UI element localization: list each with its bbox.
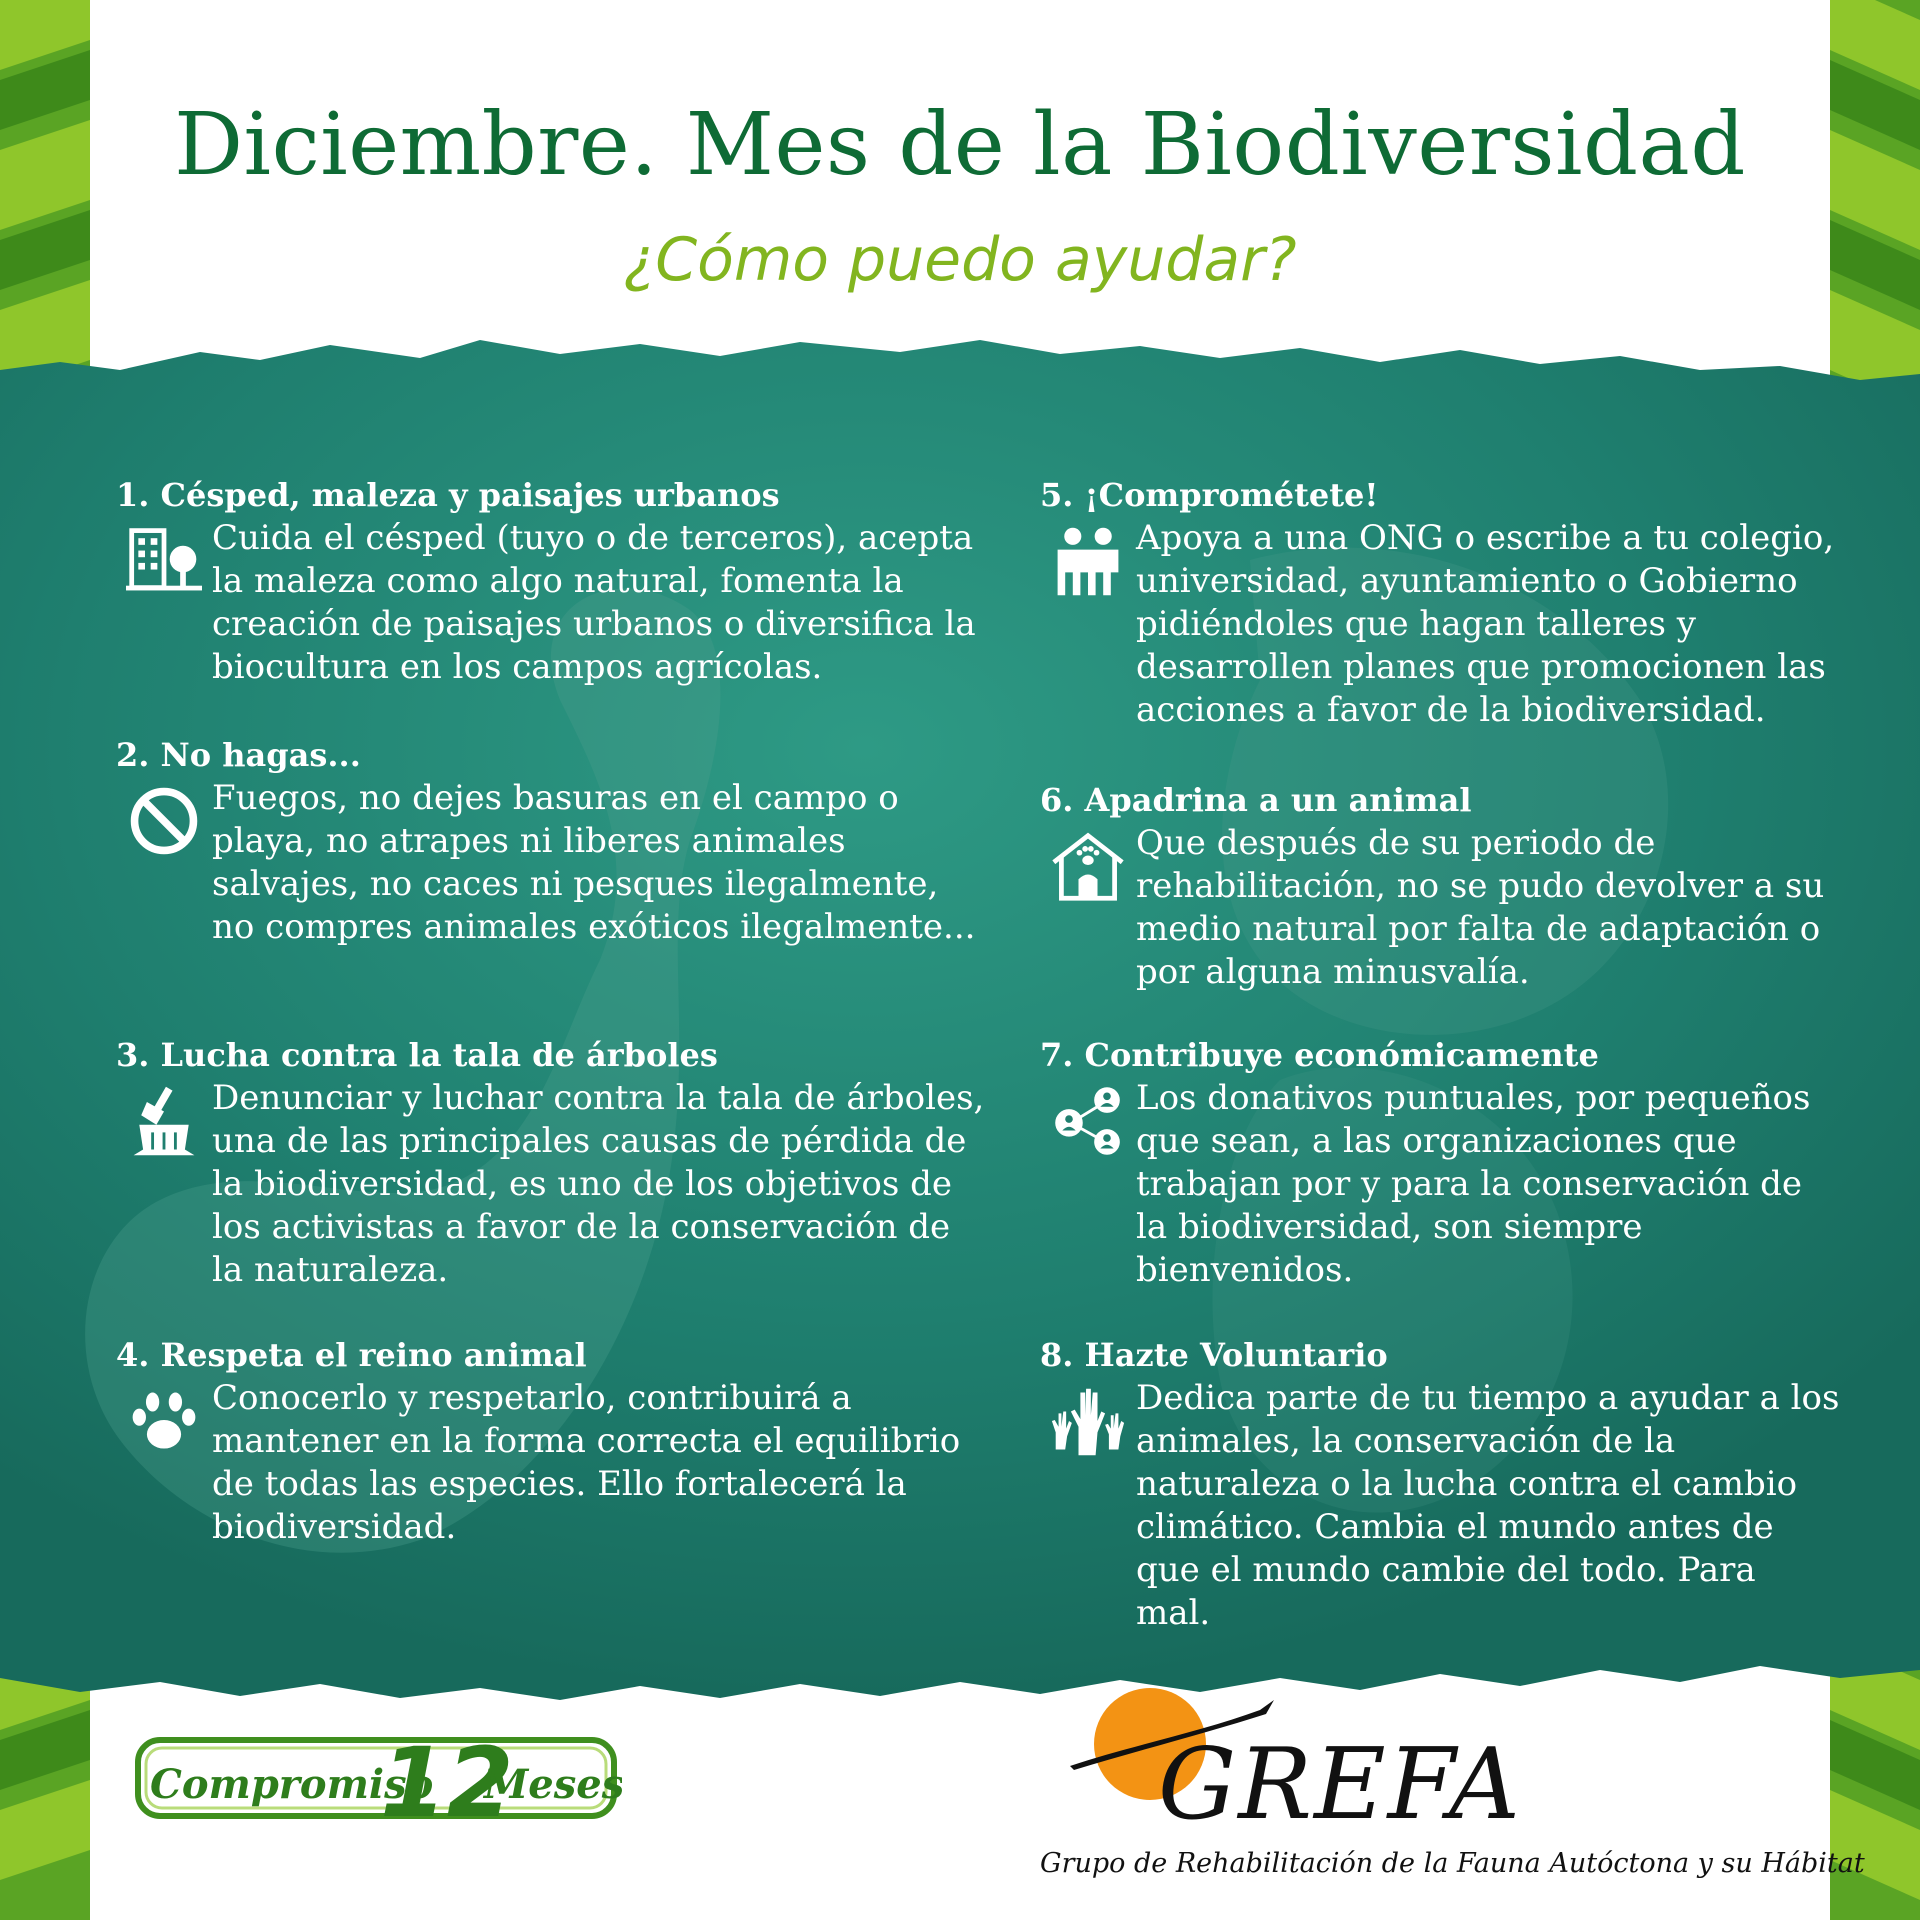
tip-3-heading: 3. Lucha contra la tala de árboles [116,1036,718,1074]
tip-2-heading: 2. No hagas... [116,736,361,774]
pet-house-icon [1040,822,1136,924]
tip-8-heading: 8. Hazte Voluntario [1040,1336,1388,1374]
prohibited-icon [116,777,212,879]
tip-2-text: Fuegos, no dejes basuras en el campo o playa, no atrapes ni liberes animales salvajes, no caces ni pesques ilegalmente, no compres animales exóticos ilegalmente... [212,778,976,947]
paw-icon [116,1377,212,1479]
tip-8-text: Dedica parte de tu tiempo a ayudar a los animales, la conservación de la naturaleza o la lucha contra el cambio climático. Cambia el mundo antes de que el mundo cambie del todo. Para mal. [1136,1378,1840,1633]
svg-text:Compromiso: Compromiso [150,1761,434,1808]
tip-1-heading: 1. Césped, maleza y paisajes urbanos [116,476,780,514]
raised-hands-icon [1040,1377,1136,1479]
tip-1 [116,475,986,689]
svg-text:12: 12 [380,1727,514,1838]
tip-7-heading: 7. Contribuye económicamente [1040,1036,1599,1074]
tip-6 [1040,780,1840,994]
tree-stump-axe-icon [116,1077,212,1179]
tip-4-text: Conocerlo y respetarlo, contribuirá a mantener en la forma correcta el equilibrio de todas las especies. Ello fortalecerá la biodiversidad. [212,1378,961,1547]
city-tree-icon [116,517,212,619]
tip-4 [116,1335,986,1549]
page-subtitle: ¿Cómo puedo ayudar? [623,225,1297,295]
tip-7-text: Los donativos puntuales, por pequeños que sean, a las organizaciones que trabajan por y para la conservación de la biodiversidad, son siempre bienvenidos. [1136,1078,1811,1290]
page-title: Diciembre. Mes de la Biodiversidad [174,95,1746,195]
svg-text:Meses: Meses [484,1761,622,1808]
tip-5 [1040,475,1840,732]
tip-5-heading: 5. ¡Comprométete! [1040,476,1379,514]
tip-3 [116,1035,986,1292]
tip-7 [1040,1035,1840,1292]
tip-5-text: Apoya a una ONG o escribe a tu colegio, universidad, ayuntamiento o Gobierno pidiéndoles que hagan talleres y desarrollen planes que promocionen las acciones a favor de la biodiversidad. [1136,518,1835,730]
grefa-wordmark: GREFA [1158,1728,1522,1842]
tip-2 [116,735,986,949]
grefa-tagline: Grupo de Rehabilitación de la Fauna Autóctona y su Hábitat [1040,1848,1865,1879]
grefa-logo [1030,1688,1865,1898]
tip-6-text: Que después de su periodo de rehabilitación, no se pudo devolver a su medio natural por falta de adaptación o por alguna minusvalía. [1136,823,1825,992]
network-people-icon [1040,1077,1136,1179]
tip-3-text: Denunciar y luchar contra la tala de árboles, una de las principales causas de pérdida de la biodiversidad, es uno de los objetivos de los activistas a favor de la conservación de la naturaleza. [212,1078,985,1290]
tip-6-heading: 6. Apadrina a un animal [1040,781,1472,819]
tip-1-text: Cuida el césped (tuyo o de terceros), acepta la maleza como algo natural, fomenta la creación de paisajes urbanos o diversifica la biocultura en los campos agrícolas. [212,518,976,687]
tip-8 [1040,1335,1840,1635]
tip-4-heading: 4. Respeta el reino animal [116,1336,587,1374]
content-panel [0,340,1920,1700]
compromiso-12-meses-badge [132,1718,622,1838]
people-icon [1040,517,1136,619]
